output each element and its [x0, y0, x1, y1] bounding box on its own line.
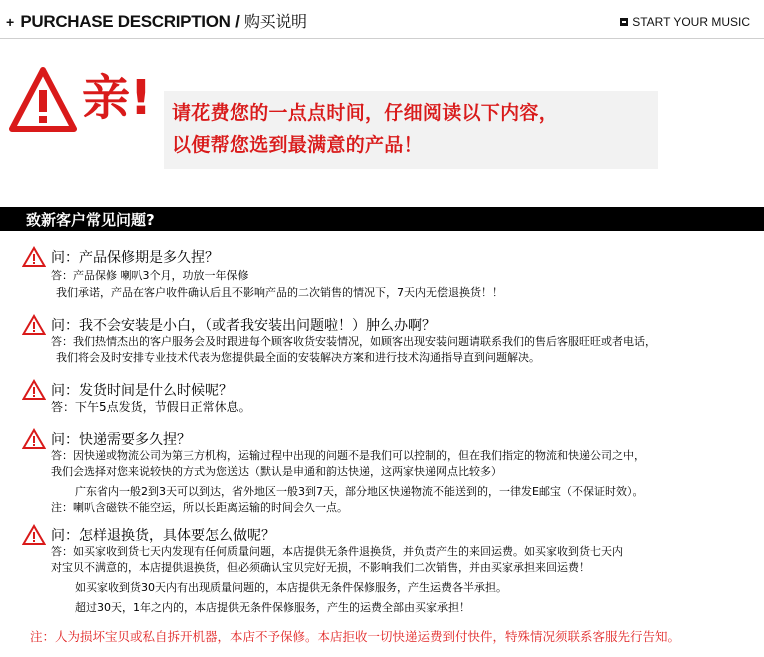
faq-answer-line: 我们会选择对您来说较快的方式为您送达（默认是申通和韵达快递，这两家快递网点比较多） [51, 465, 502, 478]
header-divider [0, 38, 764, 39]
faq-answer-line: 广东省内一般2到3天可以到达，省外地区一般3到7天，部分地区快递物流不能送到的，一律发E邮宝（不保证时效）。 [75, 485, 644, 498]
banner-line-1: 请花费您的一点点时间，仔细阅读以下内容， [172, 102, 559, 124]
page-title [6, 9, 307, 32]
plus-icon: + [6, 14, 14, 30]
faq-answer-line: 我们将会及时安排专业技术代表为您提供最全面的安装解决方案和进行技术沟通指导直到问题解决。 [56, 351, 540, 364]
faq-answer-line: 答：如买家收到货七天内发现有任何质量问题，本店提供无条件退换货，并负责产生的来回运费。如买家收到货七天内 [51, 545, 623, 558]
square-icon [620, 18, 628, 26]
faq-answer-line: 答：产品保修 喇叭3个月，功放一年保修 [51, 269, 249, 282]
warning-triangle-icon [8, 66, 78, 134]
footer-note: 注：人为损坏宝贝或私自拆开机器，本店不予保修。本店拒收一切快递运费到付快件，特殊情况须联系客服先行告知。 [30, 629, 681, 644]
faq-answer-line: 对宝贝不满意的，本店提供退换货，但必须确认宝贝完好无损，不影响我们二次销售，并由买家承担来回运费！ [51, 561, 590, 574]
faq-heading-bar [0, 207, 764, 231]
faq-answer-line: 答：我们热情杰出的客户服务会及时跟进每个顾客收货安装情况，如顾客出现安装问题请联系我们的售后客服旺旺或者电话， [51, 335, 656, 348]
title-slash: / [235, 12, 240, 31]
banner-line-2: 以便帮您选到最满意的产品！ [172, 134, 423, 156]
faq-answer-line: 如买家收到货30天内有出现质量问题的，本店提供无条件保修服务，产生运费各半承担。 [75, 581, 507, 594]
faq-question: 问：产品保修期是多久捏？ [51, 250, 219, 266]
faq-question: 问：快递需要多久捏？ [51, 432, 191, 448]
faq-answer-line: 我们承诺，产品在客户收件确认后且不影响产品的二次销售的情况下，7天内无偿退换货！！ [56, 286, 503, 299]
warning-triangle-icon [22, 524, 46, 546]
warning-triangle-icon [22, 314, 46, 336]
warning-triangle-icon [22, 379, 46, 401]
banner-exclaim: 亲! [82, 70, 152, 126]
faq-answer-line: 超过30天，1年之内的，本店提供无条件保修服务，产生的运费全部由买家承担！ [75, 601, 470, 614]
faq-question: 问：发货时间是什么时候呢？ [51, 383, 233, 399]
warning-triangle-icon [22, 428, 46, 450]
faq-answer-line: 注：喇叭含磁铁不能空运，所以长距离运输的时间会久一点。 [51, 501, 348, 514]
faq-question: 问：我不会安装是小白，（或者我安装出问题啦！）肿么办啊？ [51, 318, 436, 334]
start-music-label [620, 15, 750, 29]
title-en: PURCHASE DESCRIPTION [20, 12, 231, 31]
faq-question: 问：怎样退换货，具体要怎么做呢？ [51, 528, 275, 544]
title-cn: 购买说明 [243, 12, 307, 31]
page-header [0, 0, 764, 40]
start-music-text: START YOUR MUSIC [632, 15, 750, 29]
warning-triangle-icon [22, 246, 46, 268]
faq-answer-line: 答：下午5点发货，节假日正常休息。 [51, 400, 251, 414]
banner-notice [164, 91, 658, 169]
faq-answer-line: 答：因快递或物流公司为第三方机构，运输过程中出现的问题不是我们可以控制的，但在我们指定的物流和快递公司之中， [51, 449, 645, 462]
faq-heading: 致新客户常见问题? [26, 211, 155, 229]
